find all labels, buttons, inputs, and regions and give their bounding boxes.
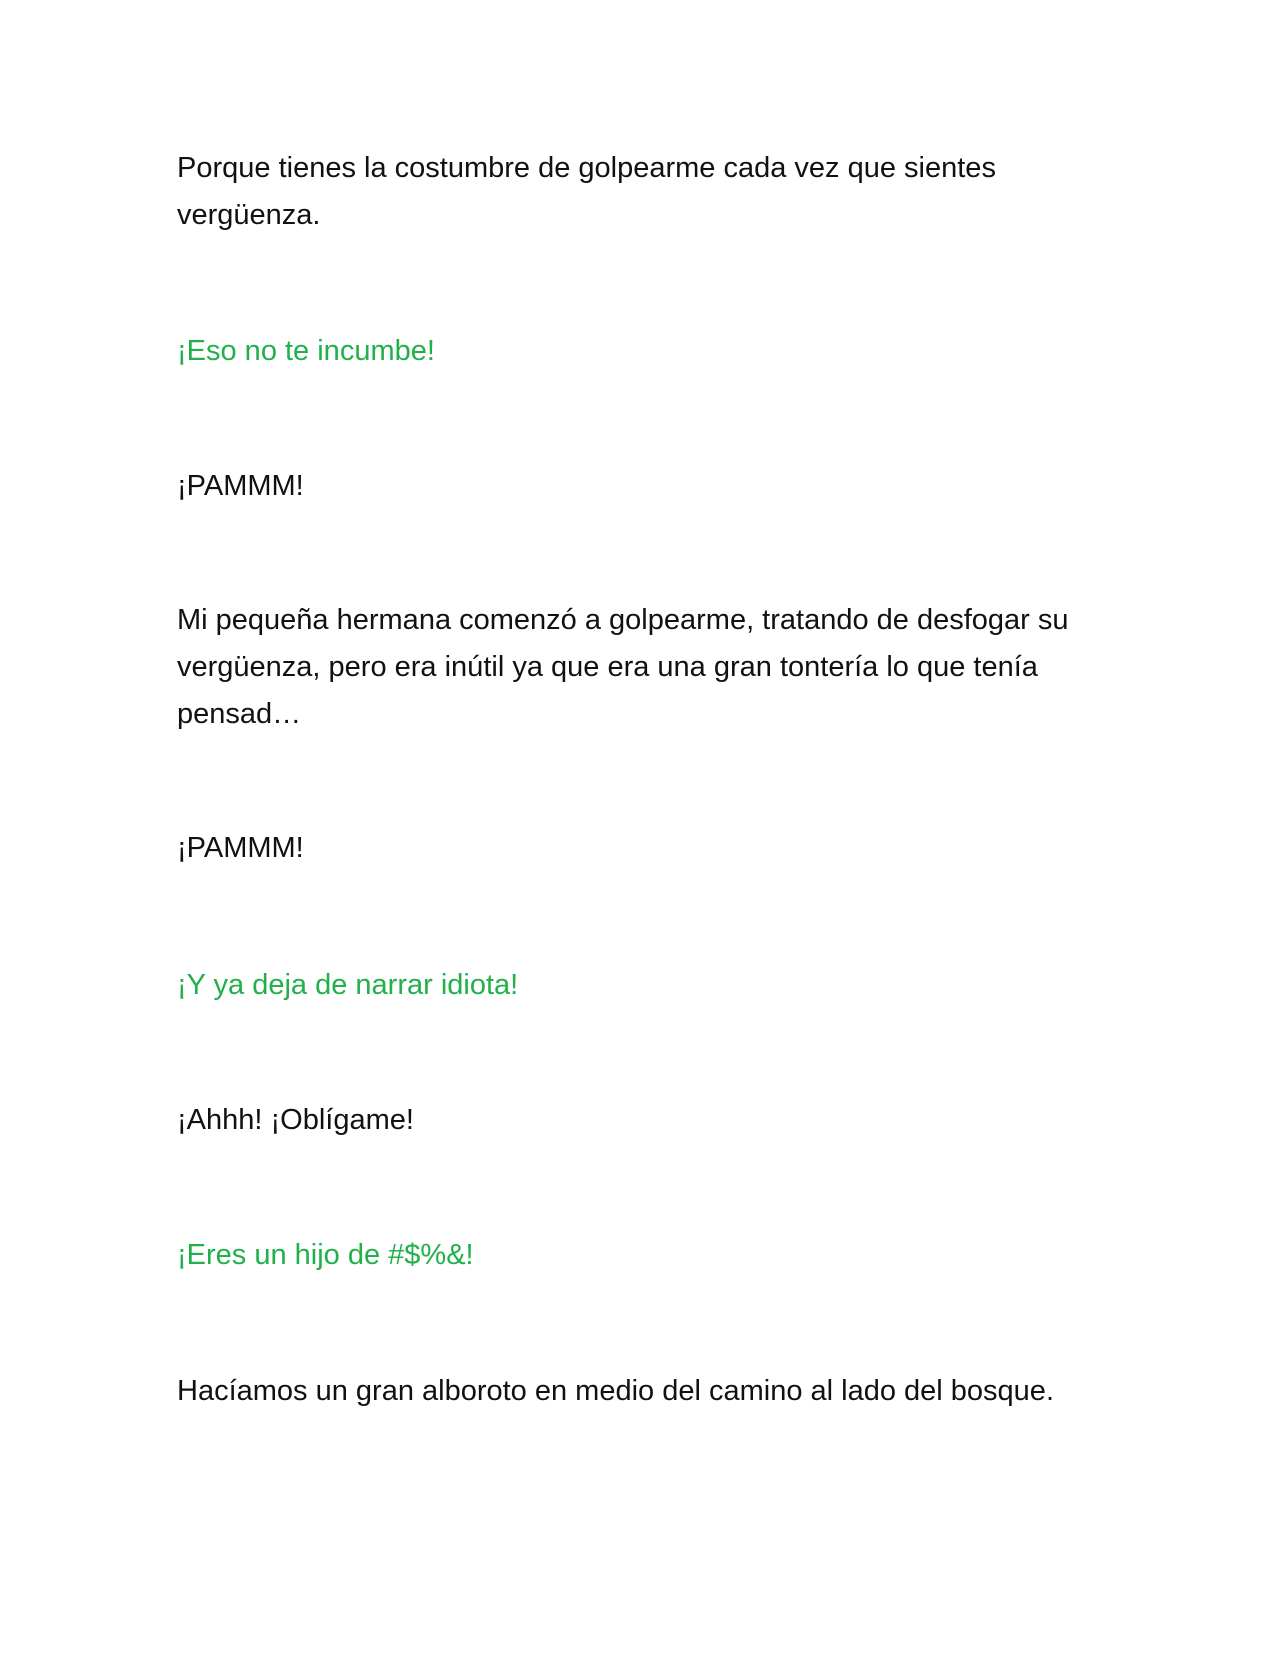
narration-paragraph: Porque tienes la costumbre de golpearme cada vez que sientes vergüenza. <box>177 152 996 231</box>
narration-paragraph: Hacíamos un gran alboroto en medio del camino al lado del bosque. <box>177 1375 1054 1407</box>
dialogue-line-narrator: ¡Ahhh! ¡Oblígame! <box>177 1104 414 1136</box>
dialogue-line-sister: ¡Eres un hijo de #$%&! <box>177 1239 474 1271</box>
dialogue-line-sister: ¡Eso no te incumbe! <box>177 335 435 367</box>
dialogue-line-sister: ¡Y ya deja de narrar idiota! <box>177 969 519 1001</box>
sound-effect-line: ¡PAMMM! <box>177 832 304 864</box>
narration-paragraph: Mi pequeña hermana comenzó a golpearme, tratando de desfogar su vergüenza, pero era inútil ya que era una gran tontería lo que tenía pensad… <box>177 604 1069 730</box>
sound-effect-line: ¡PAMMM! <box>177 470 304 502</box>
